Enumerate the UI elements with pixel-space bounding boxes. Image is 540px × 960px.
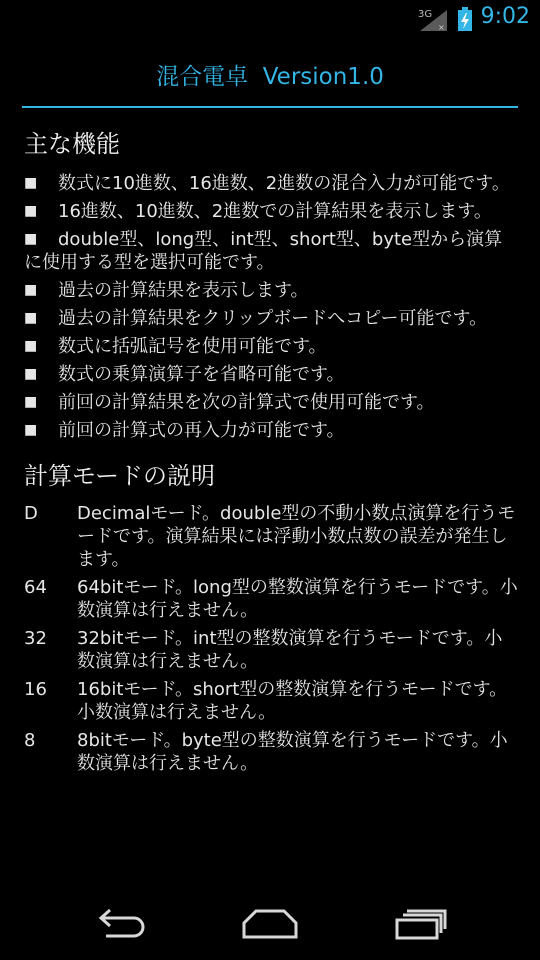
- status-bar: [0, 0, 540, 38]
- modes-list: [24, 502, 520, 775]
- home-button[interactable]: [230, 902, 310, 946]
- feature-text: 過去の計算結果を表示します。: [58, 280, 309, 301]
- mode-description: 16bitモード。short型の整数演算を行うモードです。小数演算は行えません。: [77, 679, 508, 723]
- features-list: [24, 172, 520, 442]
- bullet-icon: ■: [24, 366, 38, 382]
- bullet-icon: ■: [24, 310, 38, 326]
- network-type-label: 3G: [418, 9, 433, 20]
- feature-text: 数式に括弧記号を使用可能です。: [58, 336, 327, 357]
- bullet-icon: ■: [24, 282, 38, 298]
- feature-item: [24, 307, 520, 330]
- mode-description: 8bitモード。byte型の整数演算を行うモードです。小数演算は行えません。: [77, 730, 508, 774]
- mode-row: [24, 729, 520, 775]
- svg-text:×: ×: [438, 23, 445, 32]
- mode-row: [24, 627, 520, 673]
- back-icon: [92, 907, 148, 941]
- mode-row: [24, 502, 520, 571]
- feature-text: 数式の乗算演算子を省略可能です。: [58, 364, 345, 385]
- mode-row: [24, 678, 520, 724]
- feature-text: 数式に10進数、16進数、2進数の混合入力が可能です。: [58, 173, 510, 194]
- bullet-icon: ■: [24, 175, 38, 191]
- help-content[interactable]: [24, 124, 520, 780]
- feature-item: [24, 228, 520, 274]
- home-icon: [240, 907, 300, 941]
- mode-key: 64: [24, 577, 47, 598]
- modes-heading: 計算モードの説明: [24, 462, 216, 490]
- signal-3g-icon: [418, 6, 448, 32]
- back-button[interactable]: [80, 902, 160, 946]
- mode-description: 32bitモード。int型の整数演算を行うモードです。小数演算は行えません。: [77, 628, 503, 672]
- mode-description: Decimalモード。double型の不動小数点演算を行うモードです。演算結果には浮動小数点数の誤差が発生します。: [77, 503, 516, 570]
- navigation-bar: [0, 888, 540, 960]
- recent-apps-button[interactable]: [382, 902, 462, 946]
- mode-description: 64bitモード。long型の整数演算を行うモードです。小数演算は行えません。: [77, 577, 518, 621]
- feature-item: [24, 200, 520, 223]
- feature-text: 16進数、10進数、2進数での計算結果を表示します。: [58, 201, 492, 222]
- bullet-icon: ■: [24, 422, 38, 438]
- dialog-title: 混合電卓 Version1.0: [156, 64, 384, 90]
- feature-item: [24, 335, 520, 358]
- bullet-icon: ■: [24, 338, 38, 354]
- mode-key: 16: [24, 679, 47, 700]
- feature-item: [24, 391, 520, 414]
- bullet-icon: ■: [24, 203, 38, 219]
- clock: 9:02: [480, 4, 530, 29]
- feature-item: [24, 172, 520, 195]
- recent-apps-icon: [393, 907, 451, 941]
- bullet-icon: ■: [24, 231, 38, 247]
- feature-item: [24, 363, 520, 386]
- feature-text: 前回の計算結果を次の計算式で使用可能です。: [58, 392, 435, 413]
- features-heading: 主な機能: [24, 130, 120, 158]
- battery-charging-icon: [457, 6, 473, 32]
- feature-item: [24, 279, 520, 302]
- feature-text: 過去の計算結果をクリップボードへコピー可能です。: [58, 308, 488, 329]
- mode-key: D: [24, 503, 38, 524]
- mode-key: 8: [24, 730, 36, 751]
- mode-row: [24, 576, 520, 622]
- title-divider: [22, 106, 518, 108]
- feature-item: [24, 419, 520, 442]
- bullet-icon: ■: [24, 394, 38, 410]
- feature-text: 前回の計算式の再入力が可能です。: [58, 420, 345, 441]
- mode-key: 32: [24, 628, 47, 649]
- feature-text: double型、long型、int型、short型、byte型から演算に使用する型を選択可能です。: [24, 229, 503, 273]
